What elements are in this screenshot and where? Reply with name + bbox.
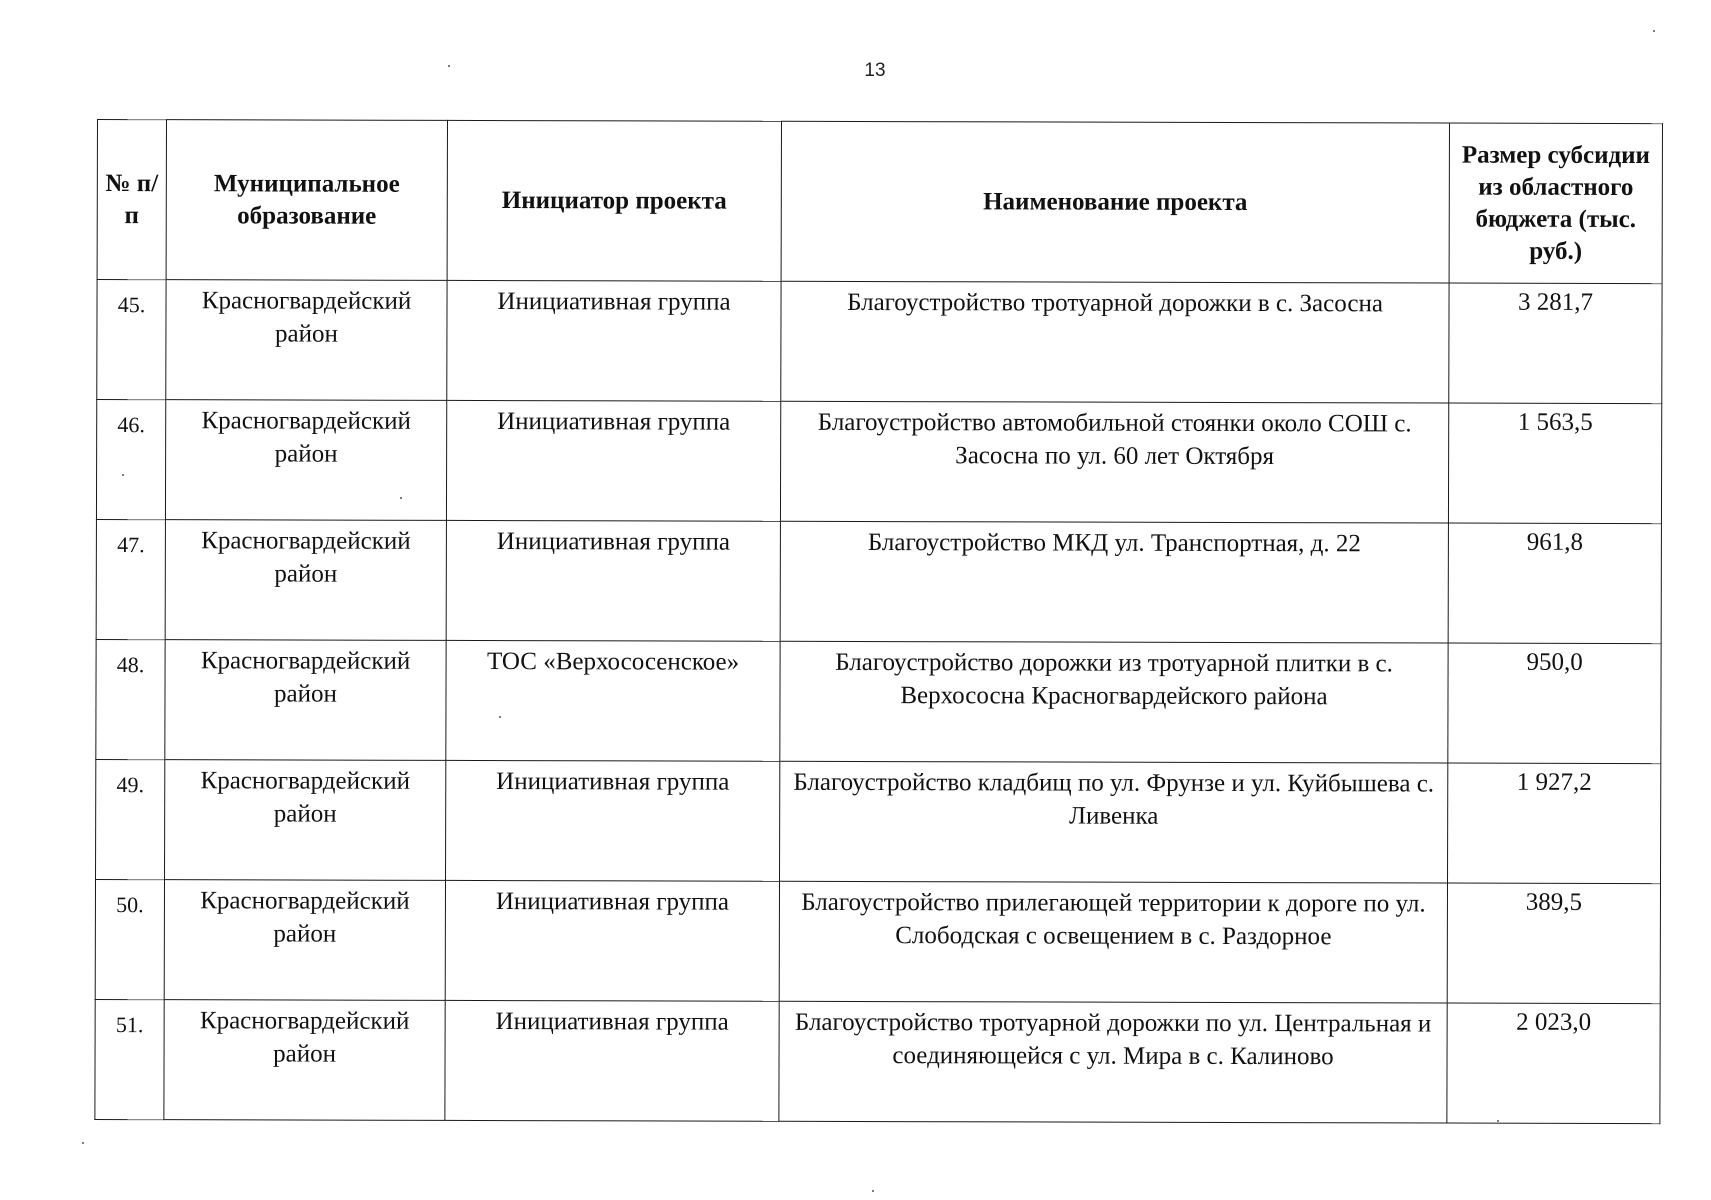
row-amount: 961,8 xyxy=(1448,523,1661,644)
table-row xyxy=(96,639,1661,763)
table-row xyxy=(95,999,1660,1123)
row-amount: 950,0 xyxy=(1448,643,1661,764)
table-row xyxy=(96,519,1661,643)
row-initiator: Инициативная группа xyxy=(446,760,780,881)
page-number: 13 xyxy=(864,60,886,81)
row-initiator: ТОС «Верхососенское» xyxy=(446,640,780,761)
table-body xyxy=(95,280,1662,1124)
row-num: 48. xyxy=(96,639,165,759)
header-subsidy: Размер субсидии из областного бюджета (тыс. руб.) xyxy=(1449,123,1662,284)
row-initiator: Инициативная группа xyxy=(445,1000,779,1121)
header-project: Наименование проекта xyxy=(781,121,1449,283)
row-project: Благоустройство тротуарной дорожки в с. Засосна xyxy=(781,281,1449,403)
scan-speck xyxy=(448,65,450,67)
scan-speck xyxy=(1653,30,1655,32)
scan-speck xyxy=(872,1190,874,1192)
row-project: Благоустройство дорожки из тротуарной плитки в с. Верхососна Красногвардейского района xyxy=(780,641,1448,763)
row-amount: 1 927,2 xyxy=(1448,763,1661,884)
row-num: 49. xyxy=(96,759,165,879)
row-amount: 2 023,0 xyxy=(1447,1003,1660,1124)
row-project: Благоустройство автомобильной стоянки около СОШ с. Засосна по ул. 60 лет Октября xyxy=(780,401,1448,523)
scan-speck xyxy=(122,474,124,476)
row-initiator: Инициативная группа xyxy=(446,400,780,521)
table-header xyxy=(97,120,1662,284)
table-row xyxy=(96,759,1661,883)
row-project: Благоустройство кладбищ по ул. Фрунзе и ул. Куйбышева с. Ливенка xyxy=(780,761,1448,883)
subsidy-table xyxy=(94,119,1663,1124)
scan-speck xyxy=(400,497,402,499)
table-row xyxy=(96,400,1661,524)
row-num: 45. xyxy=(97,280,166,400)
header-initiator: Инициатор проекта xyxy=(447,120,781,281)
row-amount: 1 563,5 xyxy=(1448,403,1661,524)
table-row xyxy=(95,879,1660,1003)
row-municipality: Красногвардейский район xyxy=(166,280,447,401)
header-num: № п/п xyxy=(97,120,166,280)
scan-speck xyxy=(1497,1120,1499,1122)
row-project: Благоустройство прилегающей территории к дороге по ул. Слободская с освещением в с. Раздорное xyxy=(779,881,1447,1003)
header-row xyxy=(97,120,1662,284)
row-municipality: Красногвардейский район xyxy=(164,1000,445,1121)
header-municipality: Муниципальное образование xyxy=(166,120,447,281)
row-initiator: Инициативная группа xyxy=(447,280,781,401)
row-municipality: Красногвардейский район xyxy=(165,400,446,521)
row-amount: 3 281,7 xyxy=(1449,283,1662,404)
row-municipality: Красногвардейский район xyxy=(165,640,446,761)
row-municipality: Красногвардейский район xyxy=(164,880,445,1001)
row-municipality: Красногвардейский район xyxy=(165,520,446,641)
row-num: 46. xyxy=(96,400,165,520)
row-project: Благоустройство МКД ул. Транспортная, д. 22 xyxy=(780,521,1448,643)
row-initiator: Инициативная группа xyxy=(445,880,779,1001)
subsidy-table-container xyxy=(97,119,1662,1120)
scan-speck xyxy=(499,716,501,718)
scan-speck xyxy=(82,1142,84,1144)
row-amount: 389,5 xyxy=(1447,883,1660,1004)
row-num: 50. xyxy=(95,879,164,999)
row-num: 51. xyxy=(95,999,164,1119)
table-row xyxy=(97,280,1662,404)
row-municipality: Красногвардейский район xyxy=(165,760,446,881)
row-initiator: Инициативная группа xyxy=(446,520,780,641)
row-project: Благоустройство тротуарной дорожки по ул. Центральная и соединяющейся с ул. Мира в с. Калиново xyxy=(779,1001,1447,1123)
row-num: 47. xyxy=(96,519,165,639)
